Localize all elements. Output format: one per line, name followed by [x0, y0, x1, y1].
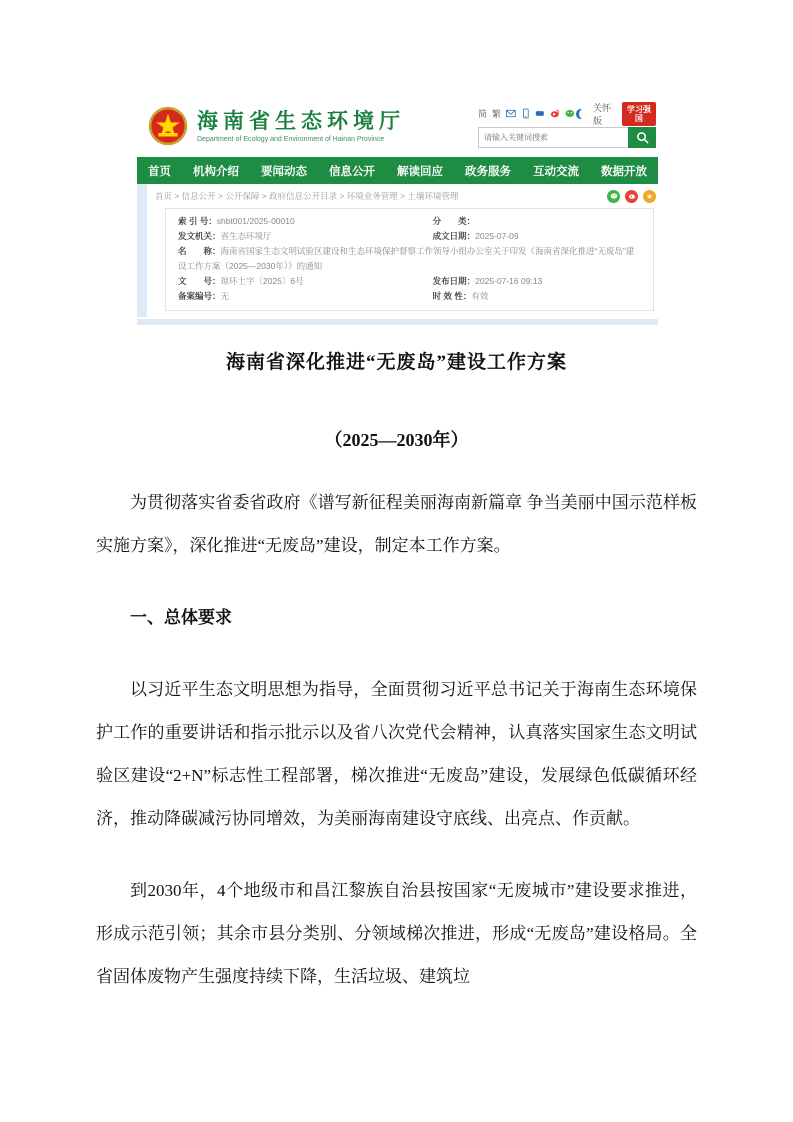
meta-name-label: 名 称： — [178, 246, 221, 256]
elder-mode-icon[interactable] — [579, 109, 588, 119]
topbar-links — [478, 102, 656, 126]
care-mode-link[interactable]: 关怀版 — [593, 102, 612, 126]
wechat-icon[interactable] — [565, 108, 575, 119]
document-meta-table — [165, 208, 654, 311]
nav-item-info-disclosure[interactable]: 信息公开 — [329, 165, 375, 178]
site-header — [137, 95, 658, 157]
meta-record-no-value: 无 — [220, 291, 230, 301]
nav-item-services[interactable]: 政务服务 — [465, 165, 511, 178]
page-background-strip — [137, 184, 147, 317]
nav-item-about[interactable]: 机构介绍 — [193, 165, 239, 178]
paragraph-2030-goals: 到2030年，4个地级市和昌江黎族自治县按国家“无废城市”建设要求推进，形成示范引领；其余市县分类别、分领域梯次推进，形成“无废岛”建设格局。全省固体废物产生强度持续下降，生活垃圾、建筑垃 — [96, 881, 697, 986]
meta-validity-value: 有效 — [471, 291, 489, 301]
xuexi-qiangguo-badge[interactable]: 学习强国 — [622, 102, 656, 126]
paragraph-intro: 为贯彻落实省委省政府《谱写新征程美丽海南新篇章 争当美丽中国示范样板实施方案》，深化推进“无废岛”建设，制定本工作方案。 — [96, 493, 697, 555]
main-navigation — [137, 157, 658, 184]
weibo-icon[interactable] — [550, 108, 560, 119]
document-body — [0, 301, 793, 998]
website-screenshot — [137, 95, 658, 325]
share-favorite-icon[interactable]: ★ — [643, 190, 656, 203]
site-title: 海南省生态环境厅 — [197, 109, 405, 133]
meta-agency-value: 省生态环境厅 — [220, 231, 272, 241]
breadcrumb[interactable]: 首页 > 信息公开 > 公开保障 > 政府信息公开目录 > 环境业务管理 > 土壤环境管理 — [155, 191, 459, 201]
meta-doc-no-label: 文 号： — [178, 276, 221, 286]
national-emblem-logo — [147, 105, 189, 147]
section-heading-1: 一、总体要求 — [130, 608, 232, 627]
paragraph-guiding-ideology: 以习近平生态文明思想为指导，全面贯彻习近平总书记关于海南生态环境保护工作的重要讲话和指示批示以及省八次党代会精神，认真落实国家生态文明试验区建设“2+N”标志性工程部署，梯次推进“无废岛”建设，发展绿色低碳循环经济，推动降碳减污协同增效，为美丽海南建设守底线、出亮点、作贡献。 — [96, 680, 697, 828]
simplified-chinese-toggle[interactable]: 简 — [478, 109, 488, 119]
meta-row — [178, 229, 641, 244]
mail-icon[interactable] — [506, 108, 516, 119]
meta-record-no-label: 备案编号： — [178, 291, 221, 301]
page-content-area — [137, 184, 658, 317]
meta-category-label: 分 类： — [432, 216, 476, 226]
meta-written-date-label: 成文日期： — [432, 231, 476, 241]
search-icon — [636, 131, 649, 144]
nav-item-home[interactable]: 首页 — [148, 165, 171, 178]
meta-doc-no-value: 琼环土字〔2025〕6号 — [220, 276, 304, 286]
nav-item-interaction[interactable]: 互动交流 — [533, 165, 579, 178]
share-wechat-icon[interactable] — [607, 190, 620, 203]
meta-row — [178, 244, 641, 274]
meta-index-value: shbt001/2025-00010 — [216, 216, 295, 226]
meta-written-date-value: 2025-07-09 — [475, 231, 519, 241]
site-title-en: Department of Ecology and Environment of Hainan Province — [197, 135, 385, 143]
search-button[interactable] — [628, 127, 656, 148]
meta-publish-date-label: 发布日期： — [432, 276, 476, 286]
nav-item-open-data[interactable]: 数据开放 — [601, 165, 647, 178]
meta-row — [178, 274, 641, 289]
search-bar — [478, 127, 656, 148]
meta-agency-label: 发文机关： — [178, 231, 221, 241]
meta-publish-date-value: 2025-07-16 09:13 — [475, 276, 543, 286]
header-tools — [478, 102, 656, 148]
mobile-icon[interactable] — [521, 108, 531, 119]
meta-index-label: 索 引 号： — [178, 216, 217, 226]
share-weibo-icon[interactable] — [625, 190, 638, 203]
share-buttons — [607, 190, 656, 203]
meta-validity-label: 时 效 性： — [432, 291, 472, 301]
document-title: 海南省深化推进“无废岛”建设工作方案 — [225, 352, 567, 373]
nav-item-news[interactable]: 要闻动态 — [261, 165, 307, 178]
nav-item-interpretation[interactable]: 解读回应 — [397, 165, 443, 178]
document-subtitle: （2025—2030年） — [324, 430, 469, 450]
meta-name-value: 海南省国家生态文明试验区建设和生态环境保护督察工作领导小组办公室关于印发《海南省深化推进“无废岛”建设工作方案（2025—2030年）》的通知 — [178, 246, 635, 271]
traditional-chinese-toggle[interactable]: 繁 — [492, 109, 502, 119]
meta-row — [178, 214, 641, 229]
client-app-icon[interactable] — [535, 108, 545, 119]
search-input[interactable] — [478, 127, 628, 148]
site-brand — [197, 110, 405, 143]
